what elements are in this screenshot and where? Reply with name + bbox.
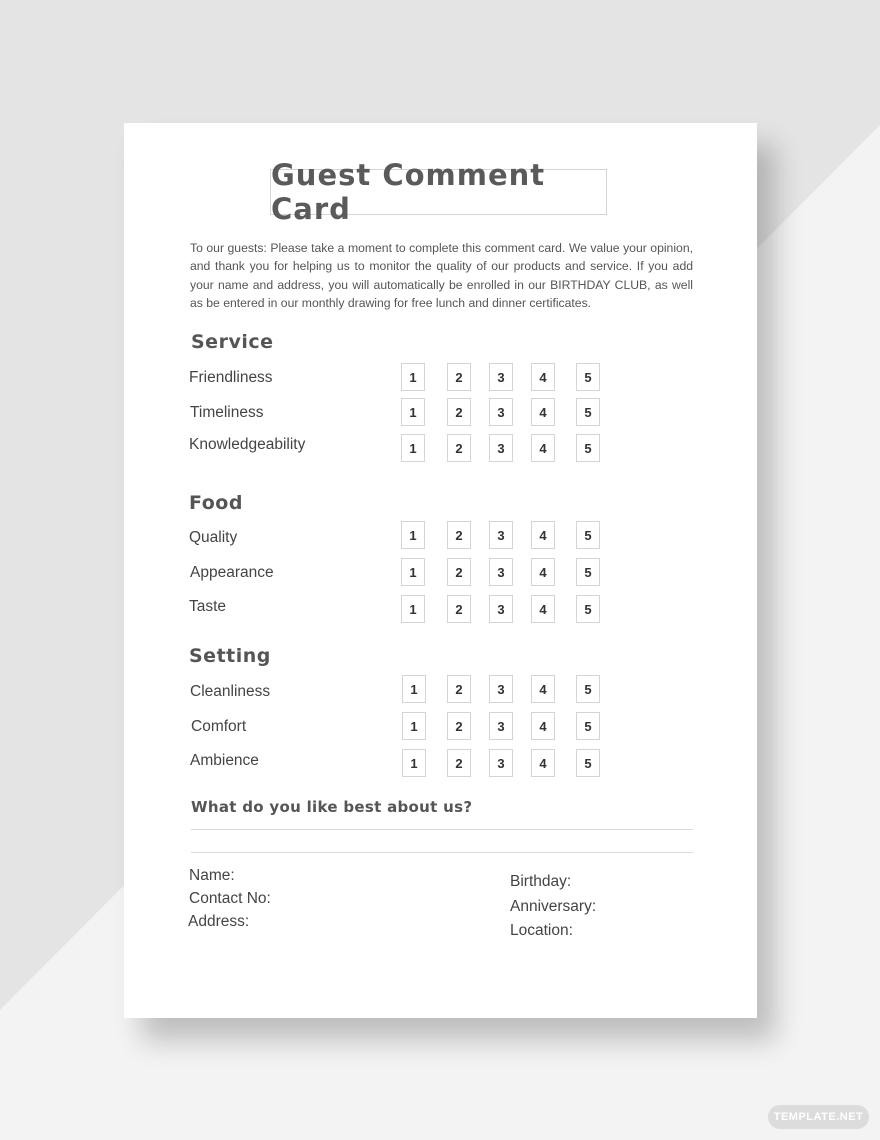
rating-box-5[interactable]: 5 <box>576 398 600 426</box>
rating-box-2[interactable]: 2 <box>447 712 471 740</box>
answer-line[interactable] <box>191 852 693 853</box>
rating-box-5[interactable]: 5 <box>576 712 600 740</box>
rating-box-1[interactable]: 1 <box>401 558 425 586</box>
rating-box-3[interactable]: 3 <box>489 595 513 623</box>
rating-box-1[interactable]: 1 <box>401 363 425 391</box>
rating-box-5[interactable]: 5 <box>576 434 600 462</box>
rating-row-label: Cleanliness <box>190 683 271 700</box>
rating-box-4[interactable]: 4 <box>531 363 555 391</box>
rating-row-label: Friendliness <box>189 369 273 386</box>
rating-row-label: Comfort <box>191 718 247 735</box>
rating-box-5[interactable]: 5 <box>576 675 600 703</box>
rating-box-5[interactable]: 5 <box>576 595 600 623</box>
rating-box-4[interactable]: 4 <box>531 749 555 777</box>
rating-box-2[interactable]: 2 <box>447 521 471 549</box>
rating-box-3[interactable]: 3 <box>489 434 513 462</box>
section-title-food: Food <box>189 492 243 514</box>
section-title-service: Service <box>191 331 274 353</box>
rating-box-1[interactable]: 1 <box>401 398 425 426</box>
rating-box-2[interactable]: 2 <box>447 595 471 623</box>
rating-row-label: Timeliness <box>190 404 264 421</box>
location-field-label: Location: <box>510 922 573 939</box>
rating-box-5[interactable]: 5 <box>576 521 600 549</box>
rating-row-comfort <box>124 712 757 742</box>
rating-row-quality <box>124 521 757 551</box>
watermark-badge: TEMPLATE.NET <box>768 1105 869 1129</box>
rating-box-1[interactable]: 1 <box>401 595 425 623</box>
rating-box-1[interactable]: 1 <box>402 712 426 740</box>
rating-row-label: Quality <box>189 529 238 546</box>
rating-box-2[interactable]: 2 <box>447 434 471 462</box>
rating-box-1[interactable]: 1 <box>402 675 426 703</box>
rating-box-4[interactable]: 4 <box>531 595 555 623</box>
rating-box-4[interactable]: 4 <box>531 434 555 462</box>
rating-box-3[interactable]: 3 <box>489 712 513 740</box>
rating-box-4[interactable]: 4 <box>531 398 555 426</box>
rating-box-3[interactable]: 3 <box>489 749 513 777</box>
name-field-label: Name: <box>189 867 235 884</box>
rating-row-appearance <box>124 558 757 588</box>
rating-row-label: Appearance <box>190 564 274 581</box>
rating-row-label: Knowledgeability <box>189 436 306 453</box>
birthday-field-label: Birthday: <box>510 873 572 890</box>
rating-box-1[interactable]: 1 <box>401 434 425 462</box>
rating-box-2[interactable]: 2 <box>447 558 471 586</box>
rating-box-4[interactable]: 4 <box>531 675 555 703</box>
rating-row-ambience <box>124 749 757 779</box>
section-title-setting: Setting <box>189 645 271 667</box>
rating-box-3[interactable]: 3 <box>489 521 513 549</box>
intro-paragraph: To our guests: Please take a moment to complete this comment card. We value your opinion, and thank you for helping us to monitor the quality of our products and service. If you add your name and address, you will automatically be enrolled in our BIRTHDAY CLUB, as well as be entered in our monthly drawing for free lunch and dinner certificates. <box>190 241 693 310</box>
rating-box-5[interactable]: 5 <box>576 558 600 586</box>
rating-box-3[interactable]: 3 <box>489 558 513 586</box>
feedback-question: What do you like best about us? <box>191 798 473 816</box>
comment-card-page <box>124 123 757 1018</box>
answer-line[interactable] <box>191 829 693 830</box>
rating-row-label: Ambience <box>190 752 259 769</box>
rating-box-4[interactable]: 4 <box>531 558 555 586</box>
rating-box-5[interactable]: 5 <box>576 749 600 777</box>
rating-box-1[interactable]: 1 <box>402 749 426 777</box>
rating-box-4[interactable]: 4 <box>531 712 555 740</box>
rating-box-1[interactable]: 1 <box>401 521 425 549</box>
anniversary-field-label: Anniversary: <box>510 898 597 915</box>
rating-box-4[interactable]: 4 <box>531 521 555 549</box>
contact-field-label: Contact No: <box>189 890 271 907</box>
rating-box-3[interactable]: 3 <box>489 363 513 391</box>
address-field-label: Address: <box>188 913 250 930</box>
rating-box-3[interactable]: 3 <box>489 398 513 426</box>
rating-box-3[interactable]: 3 <box>489 675 513 703</box>
rating-box-2[interactable]: 2 <box>447 363 471 391</box>
rating-box-2[interactable]: 2 <box>447 749 471 777</box>
rating-row-label: Taste <box>189 598 227 615</box>
rating-box-2[interactable]: 2 <box>447 398 471 426</box>
rating-box-2[interactable]: 2 <box>447 675 471 703</box>
rating-row-knowledgeability <box>124 434 757 464</box>
rating-box-5[interactable]: 5 <box>576 363 600 391</box>
card-title: Guest Comment Card <box>270 169 607 215</box>
rating-row-taste <box>124 595 757 625</box>
rating-row-cleanliness <box>124 675 757 705</box>
rating-row-timeliness <box>124 398 757 428</box>
rating-row-friendliness <box>124 363 757 393</box>
